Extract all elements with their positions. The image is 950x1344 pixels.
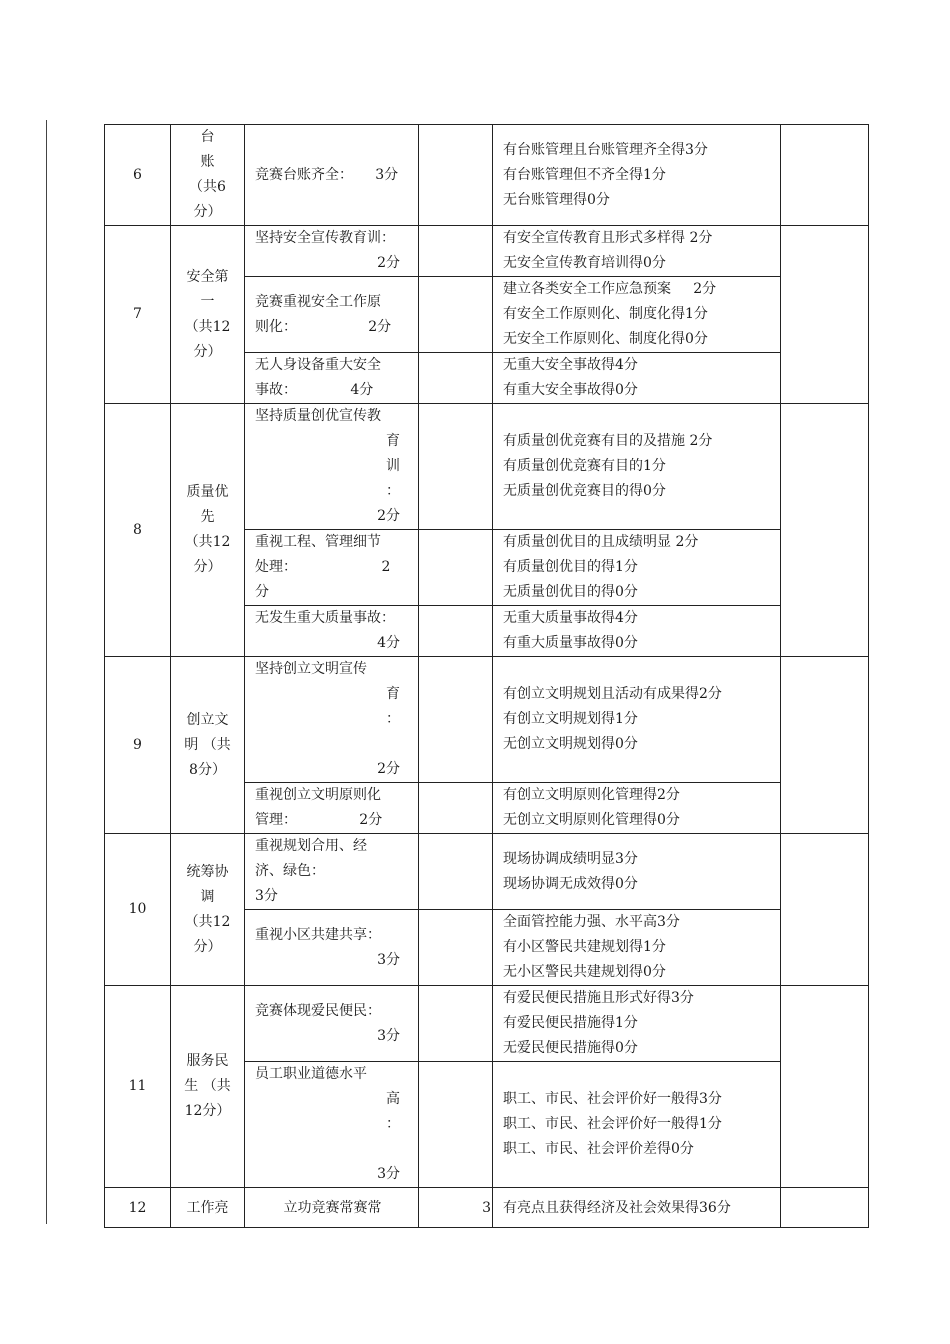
score-cell <box>419 1062 493 1188</box>
category-cell: 工作亮 <box>171 1188 245 1228</box>
score-cell <box>419 657 493 783</box>
standard-cell: 坚持安全宣传教育训： 2分 <box>245 226 419 277</box>
criteria-cell: 现场协调成绩明显3分 现场协调无成效得0分 <box>493 834 781 910</box>
standard-cell: 重视创立文明原则化 管理： 2分 <box>245 783 419 834</box>
row-number: 9 <box>105 657 171 834</box>
standard-cell: 立功竞赛常赛常 <box>245 1188 419 1228</box>
remark-cell <box>781 1188 869 1228</box>
category-cell: 创立文 明 （共 8分） <box>171 657 245 834</box>
category-cell: 质量优 先 （共12 分） <box>171 404 245 657</box>
remark-cell <box>781 226 869 404</box>
score-cell <box>419 404 493 530</box>
standard-cell: 竞赛台账齐全： 3分 <box>245 125 419 226</box>
standard-cell: 员工职业道德水平 高 ： 3分 <box>245 1062 419 1188</box>
standard-cell: 坚持创立文明宣传 育 ： 2分 <box>245 657 419 783</box>
standard-cell: 重视规划合用、经 济、绿色： 3分 <box>245 834 419 910</box>
criteria-cell: 有质量创优目的且成绩明显 2分 有质量创优目的得1分 无质量创优目的得0分 <box>493 530 781 606</box>
criteria-cell: 有爱民便民措施且形式好得3分 有爱民便民措施得1分 无爱民便民措施得0分 <box>493 986 781 1062</box>
standard-cell: 竞赛重视安全工作原 则化： 2分 <box>245 277 419 353</box>
row-number: 7 <box>105 226 171 404</box>
table-row <box>105 834 869 910</box>
standard-cell: 无发生重大质量事故： 4分 <box>245 606 419 657</box>
score-cell: 3 <box>419 1188 493 1228</box>
table-row <box>105 226 869 277</box>
row-number: 11 <box>105 986 171 1188</box>
criteria-cell: 职工、市民、社会评价好一般得3分 职工、市民、社会评价好一般得1分 职工、市民、社会评价差得0分 <box>493 1062 781 1188</box>
criteria-cell: 有安全宣传教育且形式多样得 2分 无安全宣传教育培训得0分 <box>493 226 781 277</box>
standard-cell: 无人身设备重大安全 事故： 4分 <box>245 353 419 404</box>
category-cell: 服务民 生 （共 12分） <box>171 986 245 1188</box>
row-number: 6 <box>105 125 171 226</box>
table-row <box>105 1188 869 1228</box>
score-cell <box>419 783 493 834</box>
score-cell <box>419 277 493 353</box>
category-cell: 统筹协 调 （共12 分） <box>171 834 245 986</box>
table-row <box>105 986 869 1062</box>
criteria-cell: 无重大安全事故得4分 有重大安全事故得0分 <box>493 353 781 404</box>
score-cell <box>419 226 493 277</box>
row-number: 12 <box>105 1188 171 1228</box>
table-row <box>105 125 869 226</box>
remark-cell <box>781 986 869 1188</box>
table-row <box>105 657 869 783</box>
remark-cell <box>781 657 869 834</box>
criteria-cell: 全面管控能力强、水平高3分 有小区警民共建规划得1分 无小区警民共建规划得0分 <box>493 910 781 986</box>
row-number: 8 <box>105 404 171 657</box>
criteria-cell: 建立各类安全工作应急预案 2分 有安全工作原则化、制度化得1分 无安全工作原则化、制度化得0分 <box>493 277 781 353</box>
remark-cell <box>781 125 869 226</box>
criteria-cell: 有亮点且获得经济及社会效果得36分 <box>493 1188 781 1228</box>
table-row <box>105 404 869 530</box>
score-cell <box>419 834 493 910</box>
score-cell <box>419 606 493 657</box>
standard-cell: 竞赛体现爱民便民： 3分 <box>245 986 419 1062</box>
score-cell <box>419 125 493 226</box>
row-number: 10 <box>105 834 171 986</box>
scoring-table <box>104 124 869 1228</box>
category-cell: 台 账 （共6 分） <box>171 125 245 226</box>
score-cell <box>419 530 493 606</box>
criteria-cell: 无重大质量事故得4分 有重大质量事故得0分 <box>493 606 781 657</box>
score-cell <box>419 986 493 1062</box>
criteria-cell: 有质量创优竞赛有目的及措施 2分 有质量创优竞赛有目的1分 无质量创优竞赛目的得0分 <box>493 404 781 530</box>
standard-cell: 重视小区共建共享： 3分 <box>245 910 419 986</box>
standard-cell: 重视工程、管理细节 处理： 2 分 <box>245 530 419 606</box>
criteria-cell: 有创立文明规划且活动有成果得2分 有创立文明规划得1分 无创立文明规划得0分 <box>493 657 781 783</box>
remark-cell <box>781 834 869 986</box>
score-cell <box>419 910 493 986</box>
left-margin-line <box>46 120 47 1224</box>
category-cell: 安全第 一 （共12 分） <box>171 226 245 404</box>
criteria-cell: 有创立文明原则化管理得2分 无创立文明原则化管理得0分 <box>493 783 781 834</box>
remark-cell <box>781 404 869 657</box>
score-cell <box>419 353 493 404</box>
criteria-cell: 有台账管理且台账管理齐全得3分 有台账管理但不齐全得1分 无台账管理得0分 <box>493 125 781 226</box>
standard-cell: 坚持质量创优宣传教 育 训 ： 2分 <box>245 404 419 530</box>
